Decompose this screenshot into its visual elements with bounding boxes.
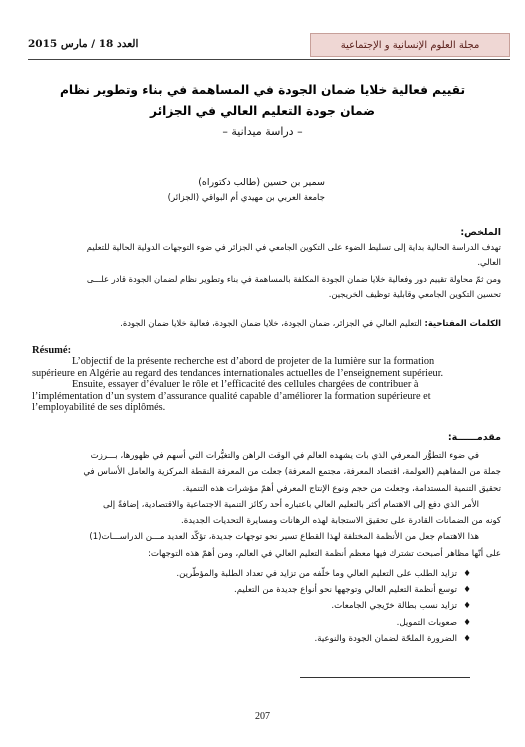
abstract-fr-heading: Résumé: (32, 345, 72, 356)
intro-line-4: الأمر الذي دفع إلى الاهتمام أكثر بالتعليم العالي باعتباره أحد ركائز التنمية الاجتماعية والاقتصادية، إضافةً إلى (102, 499, 479, 510)
diamond-bullet-icon: ♦ (463, 569, 471, 579)
abstract-ar-p2-line-2: تحسين التكوين الجامعي وقابلية توظيف الخريجين. (328, 289, 501, 299)
bullet-item: ♦ صعوبات التمويل. (31, 615, 471, 631)
article-title-line-1: تقييم فعالية خلايا ضمان الجودة في المساهمة في بناء وتطوير نظام (59, 83, 466, 97)
abstract-fr-line-4: l’implémentation d’un system d’assurance qualité capable d’améliorer la formation supérieure et (32, 390, 431, 402)
article-subtitle: – دراسة ميدانية – (222, 125, 303, 138)
abstract-ar-p1-line-2: العالي. (477, 257, 501, 267)
abstract-fr-line-1: L’objectif de la présente recherche est d’abord de projeter de la lumière sur la formation (72, 356, 435, 367)
intro-line-7: على أنّها مظاهر أصبحت تشترك فيها معظم أنظمة التعليم العالي في العالم، ومن أهمّ هذه التوجهات: (148, 548, 501, 559)
intro-heading: مقدمــــــة: (447, 432, 501, 443)
bullet-item: ♦ تزايد الطلب على التعليم العالي وما خلّفه من تزايد في تعداد الطلبة والمؤطّرين. (31, 566, 471, 582)
diamond-bullet-icon: ♦ (463, 633, 471, 644)
journal-name-banner (310, 33, 510, 57)
page-number: 207 (255, 711, 270, 722)
bullet-item: ♦ تزايد نسب بطالة خرّيجي الجامعات. (31, 598, 471, 614)
footnote-divider (300, 677, 470, 678)
abstract-ar-paragraph-1 (23, 240, 501, 270)
diamond-bullet-icon: ♦ (463, 585, 471, 596)
abstract-ar-p2-line-1: ومن ثمّ محاولة تقييم دور وفعالية خلايا ضمان الجودة المكلفة بالمساهمة في بناء وتطوير نظام لضمان الجودة قادر علـــى (86, 274, 501, 284)
abstract-fr-paragraph (32, 356, 510, 414)
abstract-fr-line-2: supérieure en Algérie au regard des tendances internationales actuelles de l’enseignement supérieur. (32, 367, 444, 379)
diamond-bullet-icon: ♦ (463, 601, 471, 612)
diamond-bullet-icon: ♦ (463, 617, 471, 628)
issue-label: العدد 18 / مارس 2015 (28, 38, 139, 50)
author-name: سمير بن حسين (طالب دكتوراه) (198, 177, 325, 188)
abstract-ar-p1-line-1: تهدف الدراسة الحالية بداية إلى تسليط الضوء على التكوين الجامعي في الجزائر في ضوء التوجهات الدولية الحالية للتعليم (86, 242, 501, 252)
intro-line-1: في ضوء التطوُّر المعرفي الذي بات يشهده العالم في الوقت الراهن والتغيُّرات التي أسهم في ظهورها، بـــرزت (90, 451, 479, 461)
intro-line-3: تحقيق التنمية المستدامة، وجعلت من حجم ونوع الإنتاج المعرفي أهمّ مؤشرات هذه التنمية. (182, 483, 501, 494)
intro-paragraphs (17, 448, 501, 562)
intro-bullet-list (31, 566, 471, 647)
abstract-fr-line-5: l’employabilité de ses diplômés. (32, 402, 166, 414)
keywords-label: الكلمات المفتاحية: (424, 318, 501, 328)
bullet-item: ♦ الضرورة الملحّة لضمان الجودة والنوعية. (31, 631, 471, 647)
intro-line-2: جملة من المفاهيم (العولمة، اقتصاد المعرفة، مجتمع المعرفة) جعلت من المعرفة النقطة المركزية والعامل الأساس في (83, 467, 501, 478)
header-divider (28, 59, 510, 60)
author-affiliation: جامعة العربي بن مهيدي أم البواقي (الجزائر) (167, 193, 325, 203)
abstract-fr-line-3: Ensuite, essayer d’évaluer le rôle et l’efficacité des cellules chargées de contribuer à (72, 379, 419, 391)
abstract-ar-heading: الملخص: (460, 227, 501, 238)
intro-line-5: كونه من الضمانات القادرة على تحقيق الاستجابة لهذه الرهانات ومسايرة التحديات الجديدة. (181, 516, 501, 527)
abstract-ar-paragraph-2 (23, 272, 501, 302)
keywords-text: التعليم العالي في الجزائر، ضمان الجودة، خلايا ضمان الجودة، فعالية خلايا ضمان الجودة. (120, 318, 422, 328)
intro-line-6: هذا الاهتمام جعل من الأنظمة المختلفة لهذا القطاع تسير نحو توجهات جديدة، تؤكّد العديد مـــن الدراســـات(1) (89, 532, 479, 543)
article-title-line-2: ضمان جودة التعليم العالي في الجزائر (149, 104, 375, 118)
keywords (23, 318, 501, 328)
bullet-item: ♦ توسع أنظمة التعليم العالي وتوجهها نحو أنواع جديدة من التعليم. (31, 582, 471, 598)
journal-name: مجلة العلوم الإنسانية و الإجتماعية (340, 39, 480, 51)
